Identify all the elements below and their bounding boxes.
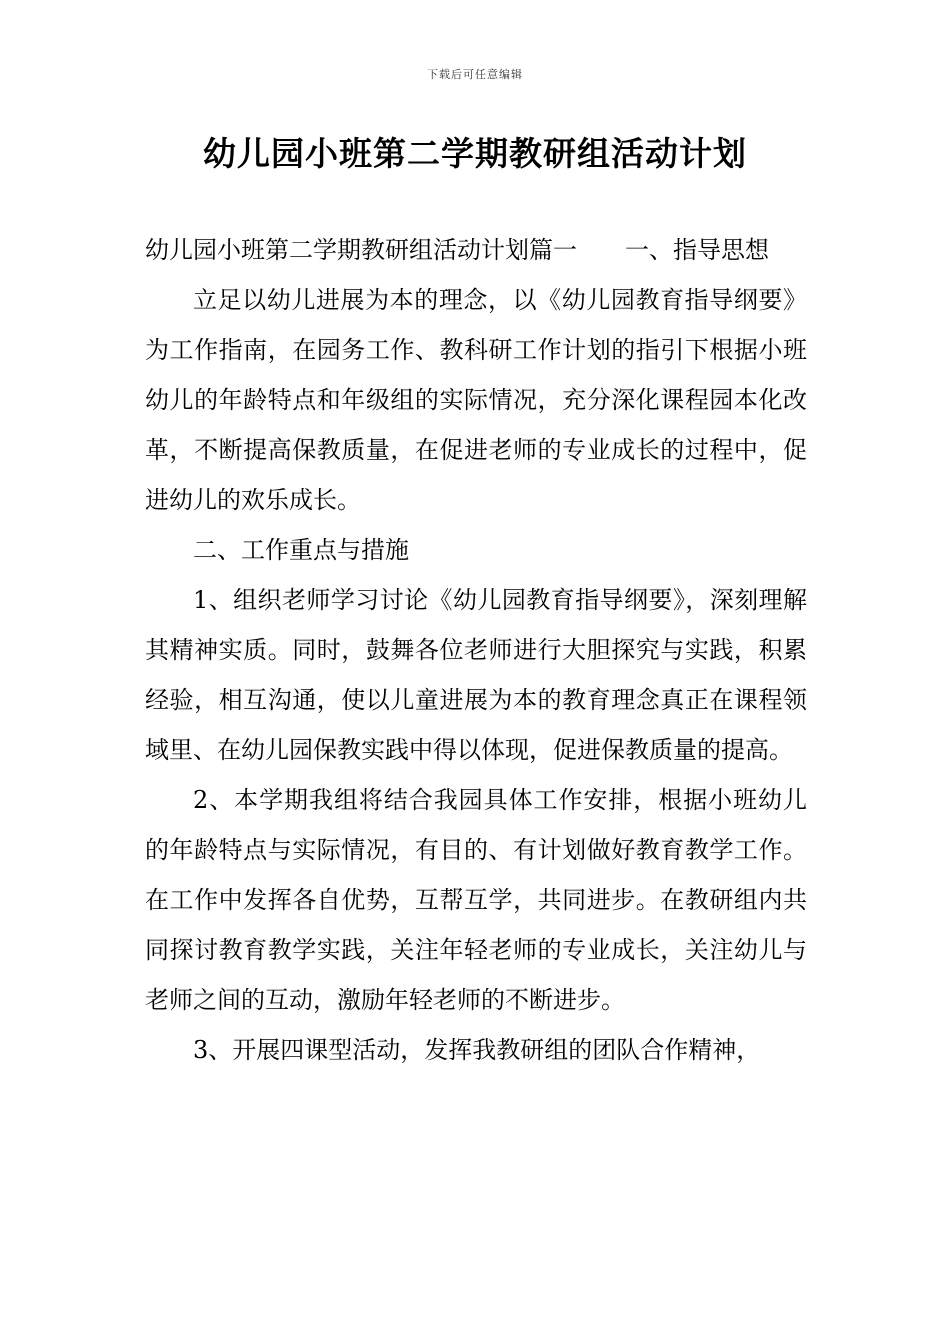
document-title: 幼儿园小班第二学期教研组活动计划 bbox=[203, 134, 747, 173]
paragraph-item-3: 3、开展四课型活动，发挥我教研组的团队合作精神， bbox=[193, 1036, 761, 1064]
section-heading-focus: 二、工作重点与措施 bbox=[193, 536, 409, 564]
paragraph-intro: 幼儿园小班第二学期教研组活动计划篇一 一、指导思想 bbox=[145, 236, 769, 264]
document-body bbox=[145, 225, 807, 1075]
header-note: 下载后可任意编辑 bbox=[427, 68, 523, 81]
paragraph-item-1: 1、组织老师学习讨论《幼儿园教育指导纲要》，深刻理解其精神实质。同时，鼓舞各位老师进行大胆探究与实践，积累经验，相互沟通，使以儿童进展为本的教育理念真正在课程领域里、在幼儿园保教实践中得以体现，促进保教质量的提高。 bbox=[145, 586, 807, 764]
paragraph-guiding-thought: 立足以幼儿进展为本的理念，以《幼儿园教育指导纲要》为工作指南，在园务工作、教科研工作计划的指引下根据小班幼儿的年龄特点和年级组的实际情况，充分深化课程园本化改革，不断提高保教质量，在促进老师的专业成长的过程中，促进幼儿的欢乐成长。 bbox=[145, 286, 807, 514]
paragraph-item-2: 2、本学期我组将结合我园具体工作安排，根据小班幼儿的年龄特点与实际情况，有目的、有计划做好教育教学工作。在工作中发挥各自优势，互帮互学，共同进步。在教研组内共同探讨教育教学实践，关注年轻老师的专业成长，关注幼儿与老师之间的互动，激励年轻老师的不断进步。 bbox=[145, 786, 807, 1014]
